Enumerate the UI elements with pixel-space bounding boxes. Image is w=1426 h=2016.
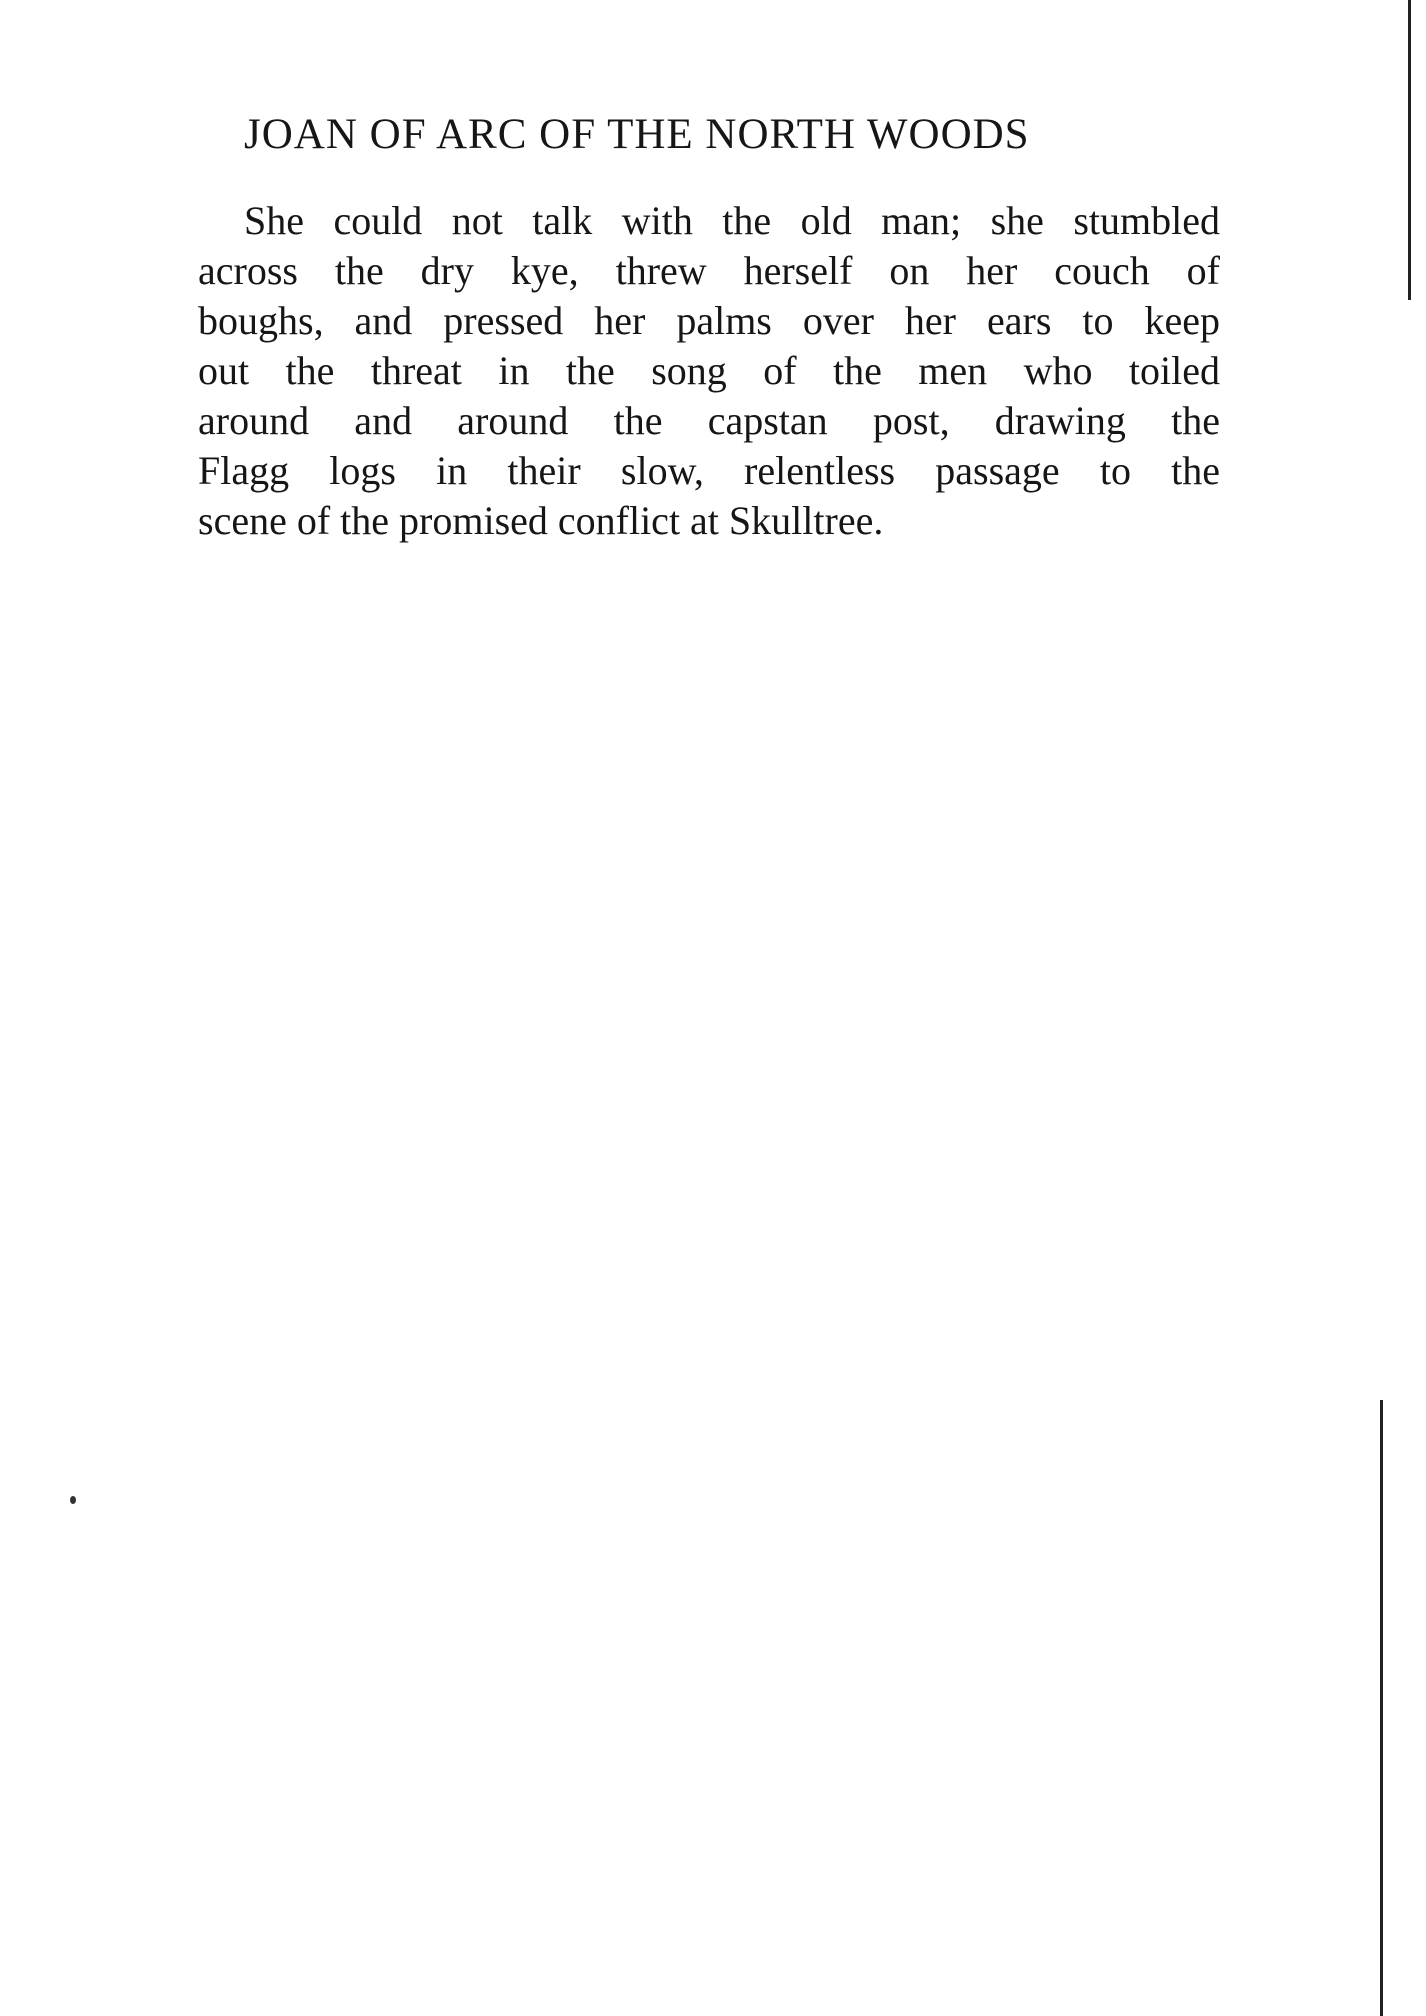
paragraph-line: She could not talk with the old man; she stumbled — [244, 198, 1220, 243]
running-head: JOAN OF ARC OF THE NORTH WOODS — [244, 111, 1030, 158]
scan-edge-line — [1380, 1400, 1383, 2016]
paragraph-line: Flagg logs in their slow, relentless passage to the — [198, 448, 1220, 493]
ink-speck — [70, 1496, 76, 1504]
scan-edge-line — [1408, 0, 1411, 300]
paragraph-line: across the dry kye, threw herself on her couch of — [198, 248, 1220, 293]
paragraph-line: out the threat in the song of the men who toiled — [198, 348, 1220, 393]
paragraph-line: boughs, and pressed her palms over her ears to keep — [198, 298, 1220, 343]
paragraph-line: around and around the capstan post, drawing the — [198, 398, 1220, 443]
body-paragraph — [198, 196, 1220, 546]
paragraph-line: scene of the promised conflict at Skulltree. — [198, 498, 884, 543]
